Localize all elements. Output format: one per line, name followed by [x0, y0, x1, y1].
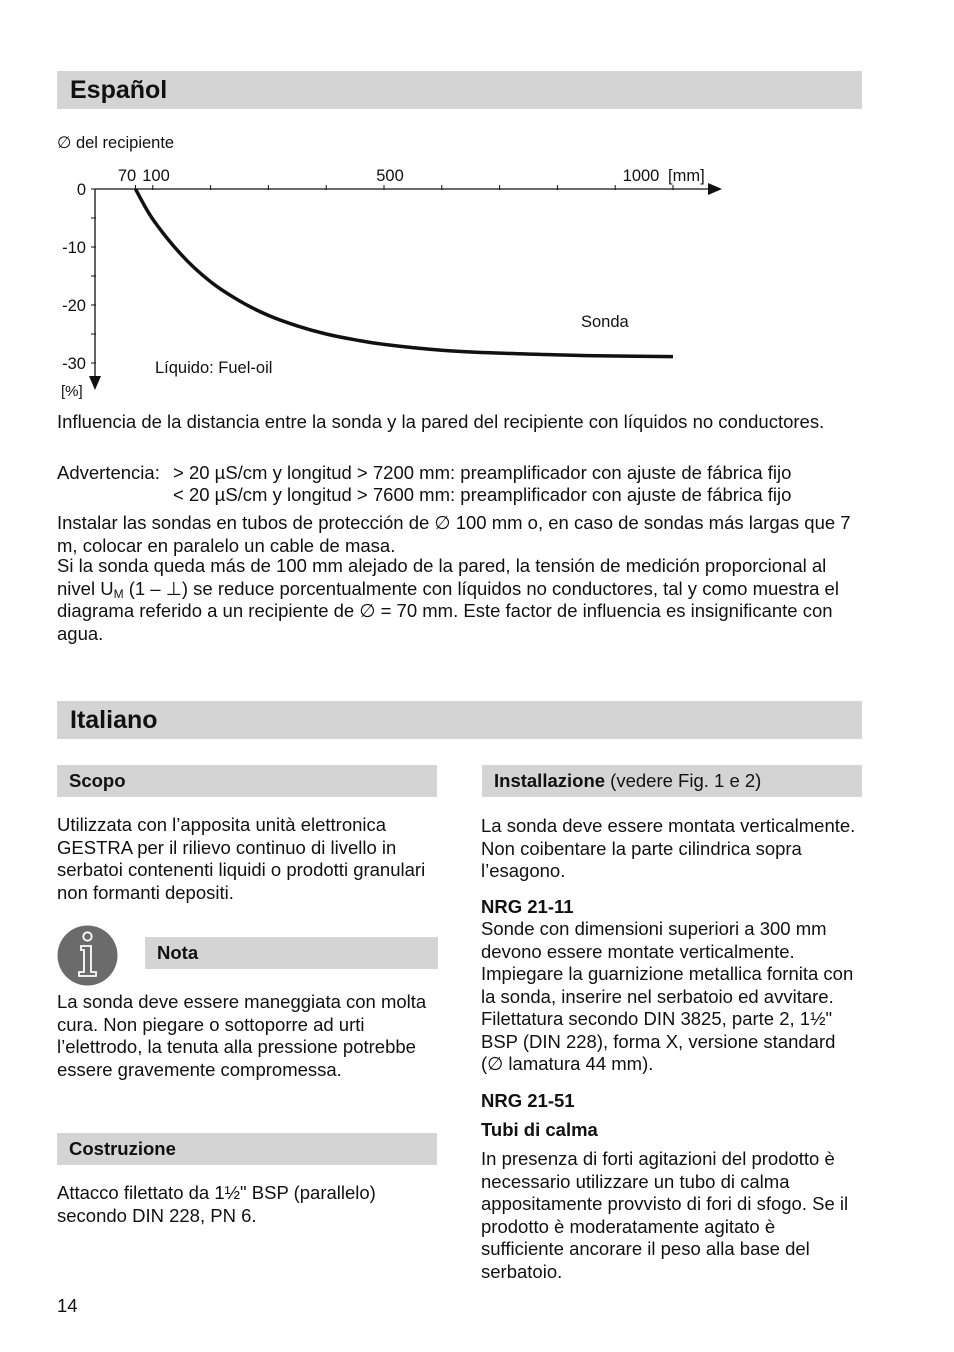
heading-tubi-di-calma: Tubi di calma — [481, 1119, 598, 1140]
info-icon — [57, 925, 118, 986]
subheader-costruzione — [57, 1133, 437, 1165]
section-title: Español — [70, 76, 168, 104]
x-tick-label: 100 — [142, 167, 170, 185]
paragraph-tubi-di-calma: In presenza di forti agitazioni del prodotto è necessario utilizzare un tubo di calma appositamente provvisto di fori di sfogo. Se il prodotto è moderatamente agitato è sufficiente ancorare il peso alla base del serbatoio. — [481, 1148, 849, 1282]
x-axis-arrow — [708, 183, 722, 195]
subheader-title: Costruzione — [69, 1138, 176, 1159]
section-title: Italiano — [70, 706, 158, 734]
subheader-scopo — [57, 765, 437, 797]
section-header-italiano — [57, 701, 862, 739]
distance-influence-chart — [0, 0, 954, 410]
heading-nrg-21-51: NRG 21-51 — [481, 1090, 575, 1111]
y-axis-arrow — [89, 376, 101, 390]
chart-ticks — [91, 185, 673, 363]
chart-x-title: ∅ del recipiente — [57, 134, 175, 152]
heading-nrg-21-11: NRG 21-11 — [481, 896, 574, 917]
page-number: 14 — [57, 1295, 78, 1316]
paragraph-wall-distance: Si la sonda queda más de 100 mm alejado de la pared, la tensión de medición proporcional al nivel $U_M$ (1 – ⊥) se reduce porcentualmente con líquidos no conductores, tal y como muestra el diagrama referido a un recipiente de ∅ = 70 mm. Este factor de influencia es insignificante con agua. — [57, 555, 839, 644]
subheader-title: Nota — [157, 942, 199, 963]
x-tick-label: 70 — [117, 167, 137, 185]
paragraph-nota: La sonda deve essere maneggiata con molta cura. Non piegare o sottoporre ad urti l’elettrodo, la tenuta alla pressione potrebbe essere gravemente compromessa. — [57, 991, 427, 1080]
y-tick-label: -20 — [62, 297, 86, 315]
y-axis-label: [%] — [61, 383, 83, 400]
y-tick-label: -30 — [62, 355, 86, 373]
subheader-title: Installazione (vedere Fig. 1 e 2) — [494, 770, 762, 791]
x-tick-label: 500 — [376, 167, 404, 185]
warning-line-2: < 20 µS/cm y longitud > 7600 mm: preamplificador con ajuste de fábrica fijo — [173, 484, 792, 505]
y-tick-label: 0 — [76, 181, 86, 199]
paragraph-scopo: Utilizzata con l’apposita unità elettronica GESTRA per il rilievo continuo di livello in serbatoi contenenti liquidi o prodotti granulari non formanti depositi. — [57, 814, 426, 903]
subheader-nota — [145, 937, 438, 969]
paragraph-installation: Instalar las sondas en tubos de protección de ∅ 100 mm o, en caso de sondas más largas que 7 m, colocar en paralelo un cable de masa. — [57, 512, 851, 556]
paragraph-installazione: La sonda deve essere montata verticalmente. Non coibentare la parte cilindrica sopra l’esagono. — [481, 815, 856, 881]
x-tick-label: 1000 — [622, 167, 660, 185]
chart-caption: Influencia de la distancia entre la sonda y la pared del recipiente con líquidos no conductores. — [57, 411, 825, 432]
paragraph-nrg-21-11: Sonde con dimensioni superiori a 300 mm devono essere montate verticalmente. Impiegare la guarnizione metallica fornita con la sonda, inserire nel serbatoio ed avvitare. Filettatura secondo DIN 3825, parte 2, 1½" BSP (DIN 228), forma X, versione standard (∅ lamatura 44 mm). — [481, 918, 854, 1074]
y-tick-label: -10 — [62, 239, 86, 257]
x-axis-unit: [mm] — [668, 167, 705, 185]
subheader-installazione — [482, 765, 862, 797]
series-label-sonda: Sonda — [581, 313, 629, 331]
warning-line-1: > 20 µS/cm y longitud > 7200 mm: preamplificador con ajuste de fábrica fijo — [173, 462, 792, 483]
subheader-title: Scopo — [69, 770, 126, 791]
warning-label: Advertencia: — [57, 462, 160, 483]
paragraph-costruzione: Attacco filettato da 1½" BSP (parallelo) secondo DIN 228, PN 6. — [57, 1182, 376, 1226]
chart-annotation-liquid: Líquido: Fuel-oil — [155, 359, 273, 377]
